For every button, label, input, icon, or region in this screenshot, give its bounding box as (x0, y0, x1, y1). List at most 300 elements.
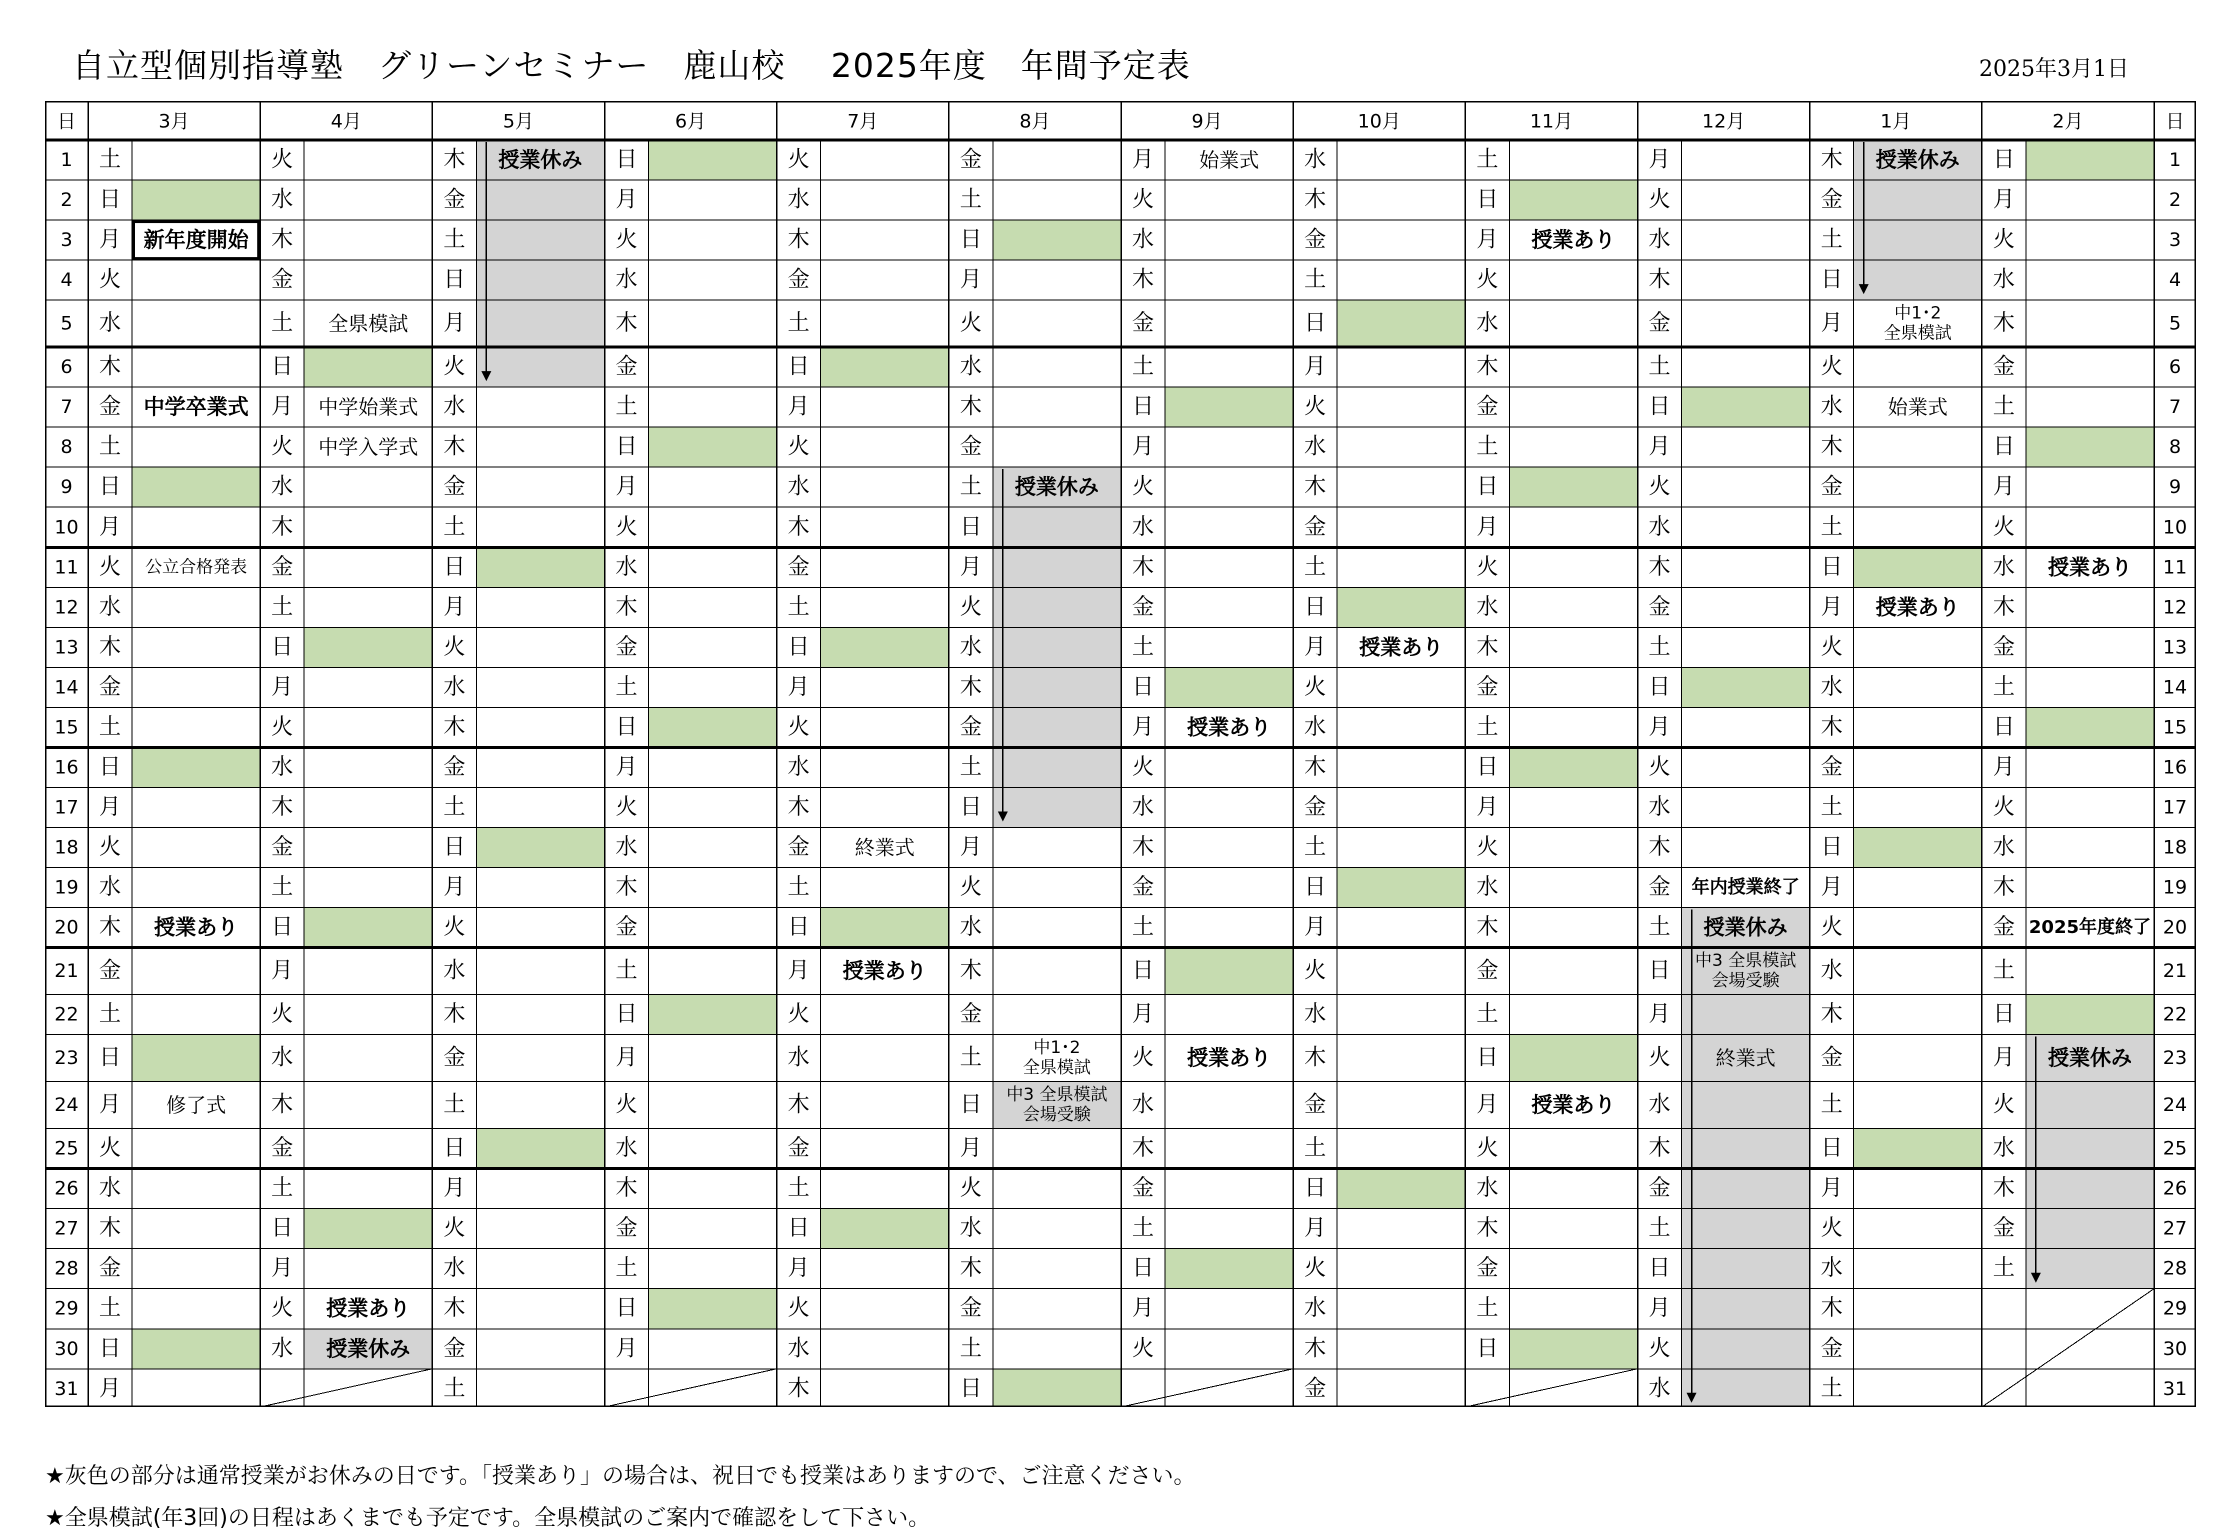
sunday-cell (649, 427, 777, 467)
event-label: 始業式 (1887, 395, 1948, 420)
event-label: 授業あり (154, 915, 239, 940)
weekday: 日 (271, 634, 294, 660)
weekday: 金 (1648, 311, 1671, 337)
weekday: 水 (1992, 554, 2015, 580)
weekday: 火 (959, 594, 982, 620)
weekday: 木 (1304, 474, 1327, 500)
holiday-cell (993, 627, 1121, 667)
weekday: 火 (1820, 915, 1843, 941)
weekday: 木 (1132, 834, 1155, 860)
sunday-cell (132, 747, 260, 787)
weekday: 月 (615, 1045, 638, 1071)
weekday: 日 (787, 915, 810, 941)
weekday: 金 (959, 147, 982, 173)
weekday: 日 (959, 794, 982, 820)
weekday: 日 (271, 915, 294, 941)
weekday: 木 (98, 1216, 122, 1242)
weekday: 土 (959, 1045, 982, 1071)
day-number: 20 (2162, 916, 2188, 939)
weekday: 日 (787, 634, 810, 660)
event-label: 中学始業式 (318, 395, 419, 420)
event-label: 全県模試 (328, 311, 409, 336)
day-number: 10 (2162, 516, 2188, 539)
weekday: 日 (615, 714, 638, 740)
weekday: 水 (443, 1256, 466, 1282)
weekday: 木 (1648, 554, 1671, 580)
weekday: 土 (787, 1176, 810, 1202)
event-label: 新年度開始 (143, 228, 249, 253)
day-number: 21 (54, 960, 79, 983)
weekday: 火 (1304, 394, 1327, 420)
day-number: 3 (60, 229, 73, 252)
event-label: 授業あり (842, 959, 927, 984)
holiday-cell (1682, 995, 1810, 1035)
day-number: 27 (54, 1217, 79, 1240)
weekday: 金 (271, 1136, 294, 1162)
weekday: 土 (98, 434, 122, 460)
weekday: 火 (443, 1216, 466, 1242)
weekday: 木 (787, 1376, 810, 1402)
weekday: 水 (443, 674, 466, 700)
event-label: 中学卒業式 (143, 395, 249, 420)
event-label: 会場受験 (1711, 971, 1780, 992)
event-label: 授業あり (1359, 635, 1444, 660)
day-number: 4 (2168, 269, 2182, 292)
weekday: 水 (1992, 1136, 2015, 1162)
sunday-cell (1509, 180, 1637, 220)
weekday: 土 (1992, 958, 2015, 984)
weekday: 月 (1648, 147, 1671, 173)
weekday: 金 (959, 714, 982, 740)
weekday: 日 (1132, 958, 1155, 984)
weekday: 火 (1132, 754, 1155, 780)
weekday: 日 (98, 1336, 122, 1362)
sunday-cell (1337, 1169, 1465, 1209)
weekday: 土 (1304, 554, 1327, 580)
weekday: 月 (1820, 875, 1843, 901)
weekday: 水 (1820, 1256, 1843, 1282)
month-header: 8月 (1019, 110, 1051, 133)
weekday: 木 (1992, 875, 2015, 901)
holiday-cell (993, 547, 1121, 587)
weekday: 土 (959, 474, 982, 500)
weekday: 水 (98, 1176, 122, 1202)
empty-cell-diagonal (605, 1369, 777, 1407)
weekday: 水 (1304, 1296, 1327, 1322)
weekday: 木 (1476, 1216, 1499, 1242)
day-number: 12 (2162, 596, 2188, 619)
weekday: 金 (98, 958, 122, 984)
weekday: 金 (1820, 1045, 1843, 1071)
day-number: 5 (2168, 312, 2182, 335)
weekday: 木 (1304, 1045, 1327, 1071)
weekday: 土 (271, 875, 294, 901)
weekday: 水 (959, 1216, 982, 1242)
weekday: 木 (1648, 1136, 1671, 1162)
weekday: 日 (1992, 147, 2015, 173)
weekday: 土 (787, 311, 810, 337)
holiday-cell (1682, 1329, 1810, 1369)
sunday-cell (993, 220, 1121, 260)
event-label: 授業休み (1703, 915, 1788, 940)
weekday: 土 (1476, 434, 1499, 460)
weekday: 木 (1820, 147, 1843, 173)
event-label: 授業休み (2047, 1046, 2132, 1071)
weekday: 土 (1476, 1002, 1499, 1028)
sunday-cell (2026, 707, 2154, 747)
weekday: 水 (1132, 514, 1155, 540)
weekday: 水 (443, 394, 466, 420)
day-number: 19 (2162, 876, 2188, 899)
weekday: 金 (271, 834, 294, 860)
weekday: 月 (271, 674, 294, 700)
holiday-cell (1682, 1249, 1810, 1289)
weekday: 木 (443, 1296, 466, 1322)
weekday: 土 (1648, 354, 1671, 380)
holiday-cell (993, 587, 1121, 627)
weekday: 月 (1992, 754, 2015, 780)
day-number: 7 (2168, 396, 2182, 419)
weekday: 水 (1304, 1002, 1327, 1028)
empty-cell-diagonal (260, 1369, 432, 1407)
weekday: 月 (787, 958, 810, 984)
weekday: 木 (787, 514, 810, 540)
day-number: 24 (2162, 1094, 2188, 1117)
weekday: 月 (443, 594, 466, 620)
weekday: 土 (1992, 1256, 2015, 1282)
weekday: 金 (271, 554, 294, 580)
weekday: 日 (615, 147, 638, 173)
weekday: 土 (443, 794, 466, 820)
day-number: 5 (60, 312, 73, 335)
weekday: 火 (1992, 514, 2015, 540)
sunday-cell (1682, 667, 1810, 707)
weekday: 日 (959, 514, 982, 540)
day-number: 9 (2168, 476, 2182, 499)
weekday: 木 (443, 1002, 466, 1028)
weekday: 月 (443, 311, 466, 337)
weekday: 月 (1132, 1002, 1155, 1028)
weekday: 日 (1476, 1045, 1499, 1071)
event-label: 全県模試 (1883, 323, 1952, 344)
weekday: 火 (1132, 1336, 1155, 1362)
empty-cell-diagonal (1121, 1369, 1293, 1407)
weekday: 木 (98, 634, 122, 660)
weekday: 土 (1648, 915, 1671, 941)
day-number: 6 (2168, 356, 2182, 379)
weekday: 日 (98, 1045, 122, 1071)
weekday: 水 (271, 187, 294, 213)
note-2: ★全県模試(年3回)の日程はあくまでも予定です。全県模試のご案内で確認をして下さい。 (45, 1506, 931, 1531)
weekday: 木 (1132, 554, 1155, 580)
weekday: 日 (271, 1216, 294, 1242)
note-1: ★灰色の部分は通常授業がお休みの日です。「授業あり」の場合は、祝日でも授業はありますので、ご注意ください。 (45, 1464, 1196, 1489)
day-number: 4 (60, 269, 73, 292)
weekday: 月 (1132, 714, 1155, 740)
weekday: 木 (1476, 634, 1499, 660)
weekday: 木 (443, 714, 466, 740)
weekday: 金 (98, 674, 122, 700)
weekday: 日 (1304, 311, 1327, 337)
day-number: 13 (2162, 636, 2188, 659)
month-header: 11月 (1529, 110, 1574, 133)
weekday: 水 (787, 474, 810, 500)
event-label: 授業あり (1187, 715, 1272, 740)
weekday: 金 (1648, 1176, 1671, 1202)
event-label: 授業休み (1875, 148, 1960, 173)
weekday: 日 (443, 267, 466, 293)
weekday: 火 (1132, 187, 1155, 213)
event-label: 中3 全県模試 (1006, 1085, 1108, 1106)
sunday-cell (1682, 387, 1810, 427)
month-header: 10月 (1357, 110, 1401, 133)
sunday-cell (1854, 547, 1982, 587)
weekday: 月 (959, 1136, 982, 1162)
sunday-cell (1854, 827, 1982, 867)
sunday-cell (821, 1209, 949, 1249)
weekday: 火 (1304, 1256, 1327, 1282)
weekday: 月 (787, 1256, 810, 1282)
month-header: 6月 (675, 110, 707, 133)
weekday: 金 (1476, 1256, 1499, 1282)
sunday-cell (304, 908, 432, 948)
weekday: 火 (1820, 634, 1843, 660)
weekday: 月 (98, 1376, 122, 1402)
weekday: 金 (443, 1336, 466, 1362)
day-number: 18 (2162, 836, 2188, 859)
weekday: 火 (1992, 227, 2015, 253)
weekday: 水 (1132, 227, 1155, 253)
day-number: 25 (54, 1137, 79, 1160)
weekday: 木 (1476, 354, 1499, 380)
weekday: 月 (443, 1176, 466, 1202)
weekday: 土 (1820, 1376, 1843, 1402)
event-label: 中1･2 (1033, 1038, 1081, 1059)
header-day: 日 (56, 110, 77, 133)
day-number: 18 (54, 836, 79, 859)
weekday: 月 (271, 1256, 294, 1282)
weekday: 金 (787, 1136, 810, 1162)
weekday: 土 (1820, 227, 1843, 253)
weekday: 水 (98, 594, 122, 620)
weekday: 木 (787, 227, 810, 253)
day-number: 16 (54, 756, 79, 779)
weekday: 金 (615, 634, 638, 660)
weekday: 日 (1648, 674, 1671, 700)
event-label: 終業式 (1715, 1046, 1776, 1071)
weekday: 金 (443, 187, 466, 213)
weekday: 月 (1820, 594, 1843, 620)
weekday: 水 (1476, 594, 1499, 620)
holiday-cell (1682, 1289, 1810, 1329)
weekday: 土 (1476, 714, 1499, 740)
weekday: 日 (98, 187, 122, 213)
weekday: 土 (1132, 915, 1155, 941)
event-label: 全県模試 (1022, 1058, 1091, 1079)
weekday: 土 (1132, 634, 1155, 660)
empty-cell-diagonal (1465, 1369, 1637, 1407)
weekday: 月 (1304, 915, 1327, 941)
month-header: 1月 (1880, 110, 1912, 133)
weekday: 火 (1820, 1216, 1843, 1242)
weekday: 月 (271, 394, 294, 420)
page-title: 自立型個別指導塾 グリーンセミナー 鹿山校 2025年度 年間予定表 (72, 46, 1191, 85)
weekday: 日 (98, 754, 122, 780)
weekday: 金 (1820, 1336, 1843, 1362)
weekday: 金 (1132, 594, 1155, 620)
holiday-cell (993, 507, 1121, 547)
weekday: 月 (1648, 714, 1671, 740)
weekday: 木 (1476, 915, 1499, 941)
weekday: 火 (1648, 1045, 1671, 1071)
weekday: 土 (1476, 1296, 1499, 1322)
day-number: 28 (54, 1257, 79, 1280)
weekday: 土 (443, 1376, 466, 1402)
weekday: 木 (271, 1092, 294, 1118)
sunday-cell (649, 707, 777, 747)
weekday: 水 (787, 1045, 810, 1071)
weekday: 木 (1132, 267, 1155, 293)
weekday: 木 (1820, 714, 1843, 740)
empty-cell-diagonal (1982, 1289, 2154, 1407)
holiday-cell (1682, 1369, 1810, 1407)
holiday-cell (1854, 180, 1982, 220)
weekday: 火 (271, 714, 294, 740)
event-label: 授業あり (1875, 595, 1960, 620)
weekday: 木 (615, 875, 638, 901)
weekday: 火 (1304, 958, 1327, 984)
sunday-cell (993, 1369, 1121, 1407)
sunday-cell (132, 467, 260, 507)
weekday: 火 (98, 1136, 122, 1162)
weekday: 土 (1992, 394, 2015, 420)
weekday: 月 (271, 958, 294, 984)
day-number: 29 (2162, 1297, 2188, 1320)
annual-calendar (45, 101, 2196, 1407)
day-number: 17 (2162, 796, 2188, 819)
weekday: 日 (787, 1216, 810, 1242)
weekday: 金 (443, 474, 466, 500)
weekday: 月 (615, 1336, 638, 1362)
month-header: 4月 (330, 110, 362, 133)
weekday: 土 (959, 187, 982, 213)
day-number: 14 (54, 676, 79, 699)
weekday: 月 (1476, 1092, 1499, 1118)
weekday: 月 (1820, 311, 1843, 337)
weekday: 火 (1132, 1045, 1155, 1071)
weekday: 土 (1820, 794, 1843, 820)
event-label: 会場受験 (1022, 1105, 1091, 1126)
weekday: 月 (959, 267, 982, 293)
weekday: 土 (1992, 674, 2015, 700)
holiday-cell (1682, 1082, 1810, 1129)
weekday: 日 (1992, 1002, 2015, 1028)
weekday: 木 (1992, 594, 2015, 620)
day-number: 6 (60, 356, 73, 379)
holiday-cell (476, 300, 604, 347)
weekday: 水 (1820, 958, 1843, 984)
day-number: 15 (2162, 716, 2188, 739)
day-number: 9 (60, 476, 73, 499)
holiday-cell (2026, 1129, 2154, 1169)
sunday-cell (132, 180, 260, 220)
holiday-cell (1854, 220, 1982, 260)
day-number: 7 (60, 396, 73, 419)
weekday: 月 (1132, 147, 1155, 173)
weekday: 木 (1304, 187, 1327, 213)
event-label: 中3 全県模試 (1694, 951, 1797, 972)
day-number: 29 (54, 1297, 79, 1320)
weekday: 金 (98, 1256, 122, 1282)
weekday: 火 (1648, 187, 1671, 213)
weekday: 月 (1304, 634, 1327, 660)
sunday-cell (2026, 140, 2154, 180)
day-number: 15 (54, 716, 79, 739)
weekday: 金 (1648, 594, 1671, 620)
weekday: 日 (1476, 474, 1499, 500)
sunday-cell (821, 908, 949, 948)
weekday: 土 (615, 394, 638, 420)
weekday: 火 (787, 714, 810, 740)
weekday: 火 (1132, 474, 1155, 500)
holiday-cell (1682, 1129, 1810, 1169)
weekday: 木 (787, 1092, 810, 1118)
weekday: 木 (959, 958, 982, 984)
weekday: 木 (443, 147, 466, 173)
sunday-cell (2026, 427, 2154, 467)
weekday: 金 (1648, 875, 1671, 901)
weekday: 金 (1992, 1216, 2015, 1242)
weekday: 土 (1648, 634, 1671, 660)
day-number: 2 (2168, 189, 2182, 212)
weekday: 木 (1304, 754, 1327, 780)
sunday-cell (821, 627, 949, 667)
weekday: 火 (1476, 267, 1499, 293)
weekday: 水 (1476, 875, 1499, 901)
weekday: 金 (1304, 1092, 1327, 1118)
weekday: 火 (443, 915, 466, 941)
event-label: 中1･2 (1894, 303, 1942, 324)
weekday: 木 (959, 674, 982, 700)
weekday: 火 (1476, 834, 1499, 860)
sunday-cell (649, 140, 777, 180)
day-number: 8 (60, 436, 73, 459)
header-day: 日 (2165, 110, 2185, 133)
weekday: 木 (98, 354, 122, 380)
day-number: 26 (54, 1177, 79, 1200)
weekday: 土 (443, 1092, 466, 1118)
weekday: 火 (787, 1296, 810, 1322)
weekday: 火 (1648, 1336, 1671, 1362)
weekday: 水 (271, 1045, 294, 1071)
event-label: 終業式 (854, 835, 915, 860)
weekday: 水 (1648, 1376, 1671, 1402)
weekday: 火 (443, 634, 466, 660)
weekday: 金 (615, 1216, 638, 1242)
sunday-cell (476, 827, 604, 867)
month-header: 2月 (2052, 110, 2084, 133)
sunday-cell (1337, 868, 1465, 908)
weekday: 日 (959, 1376, 982, 1402)
weekday: 月 (787, 674, 810, 700)
day-number: 30 (54, 1337, 79, 1360)
weekday: 水 (1132, 1092, 1155, 1118)
weekday: 日 (1304, 594, 1327, 620)
weekday: 水 (787, 754, 810, 780)
sunday-cell (1337, 587, 1465, 627)
weekday: 土 (959, 1336, 982, 1362)
weekday: 木 (1820, 1296, 1843, 1322)
